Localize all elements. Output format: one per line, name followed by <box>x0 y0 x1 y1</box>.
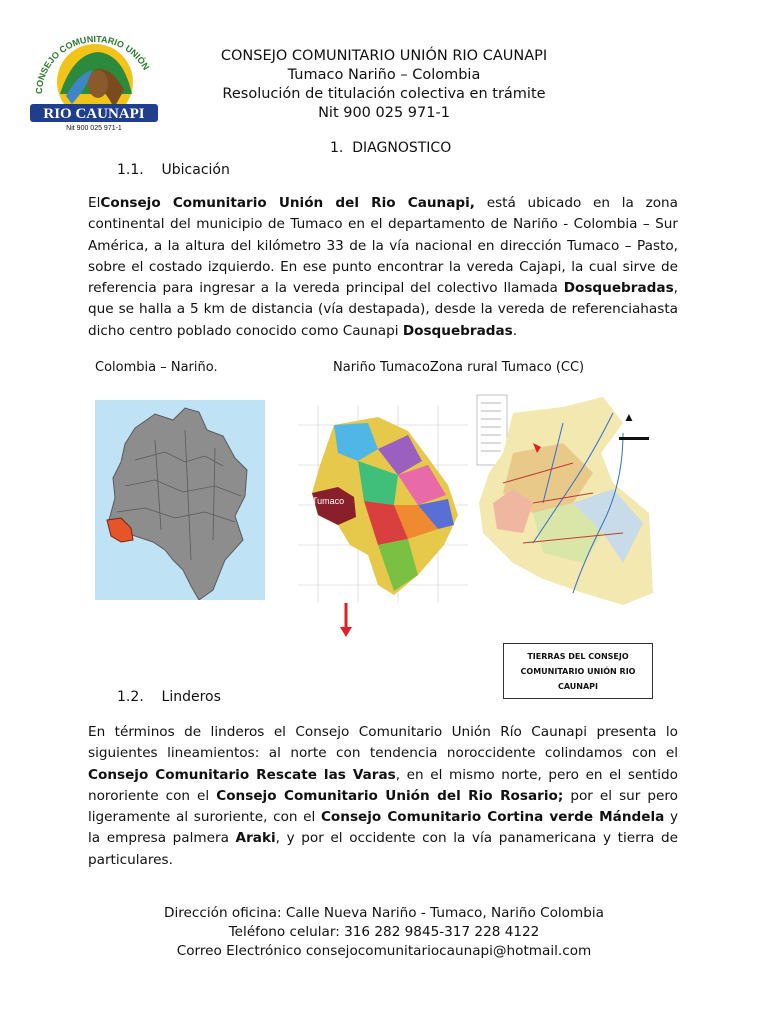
map-colombia <box>95 400 265 600</box>
paragraph-linderos: En términos de linderos el Consejo Comunitario Unión Río Caunapi presenta lo siguientes lineamientos: al norte con tendencia noroccidente colindamos con el Consejo Comunitario Rescate las Varas, en el mismo norte, pero en el sentido nororiente con el Consejo Comunitario Unión del Rio Rosario; por el sur pero ligeramente al suroriente, con el Consejo Comunitario Cortina verde Mándela y la empresa palmera Araki, y por el occidente con la vía panamericana y tierra de particulares. <box>88 724 679 868</box>
header-line-2: Tumaco Nariño – Colombia <box>287 67 481 83</box>
caption-narino-tumaco: Nariño TumacoZona rural Tumaco (CC) <box>333 360 585 375</box>
paragraph-ubicacion: ElConsejo Comunitario Unión del Rio Caunapi, está ubicado en la zona continental del municipio de Tumaco en el departamento de Nariño - Colombia – Sur América, a la altura del kilómetro 33 de la vía nacional en dirección Tumaco – Pasto, sobre el costado izquierdo. En ese punto encontrar la vereda Cajapi, la cual sirve de referencia para ingresar a la vereda principal del colectivo llamada Dosquebradas, que se halla a 5 km de distancia (vía destapada), desde la vereda de referenciahasta dicho centro poblado conocido como Caunapi Dosquebradas. <box>88 195 678 339</box>
subsection-linderos: 1.2. Linderos <box>117 689 221 705</box>
logo-nit: Nit 900 025 971-1 <box>66 125 122 132</box>
map-legend-box: TIERRAS DEL CONSEJO COMUNITARIO UNIÓN RIO CAUNAPI <box>503 643 653 699</box>
subsection-ubicacion: 1.1. Ubicación <box>117 162 230 178</box>
tumaco-map-label: Tumaco <box>312 496 345 506</box>
caption-colombia: Colombia – Nariño. <box>95 360 218 375</box>
footer-email[interactable]: Correo Electrónico consejocomunitariocaunapi@hotmail.com <box>176 943 592 959</box>
logo-banner: RIO CAUNAPI <box>43 106 145 122</box>
organization-logo <box>28 24 162 134</box>
section-heading: 1. DIAGNOSTICO <box>330 140 452 156</box>
footer-phone: Teléfono celular: 316 282 9845-317 228 4122 <box>228 924 540 940</box>
logo-arc-text: CONSEJO COMUNITARIO UNIÓN <box>33 33 152 95</box>
arrow-down-icon <box>338 603 354 639</box>
map-rural-tumaco <box>473 393 656 605</box>
footer-address: Dirección oficina: Calle Nueva Nariño - Tumaco, Nariño Colombia <box>164 905 604 921</box>
map-narino <box>298 405 468 603</box>
header-line-1: CONSEJO COMUNITARIO UNIÓN RIO CAUNAPI <box>220 48 548 64</box>
north-arrow-icon: ▲ <box>623 410 635 424</box>
header-line-4: Nit 900 025 971-1 <box>318 105 450 121</box>
header-line-3: Resolución de titulación colectiva en trámite <box>222 86 546 102</box>
